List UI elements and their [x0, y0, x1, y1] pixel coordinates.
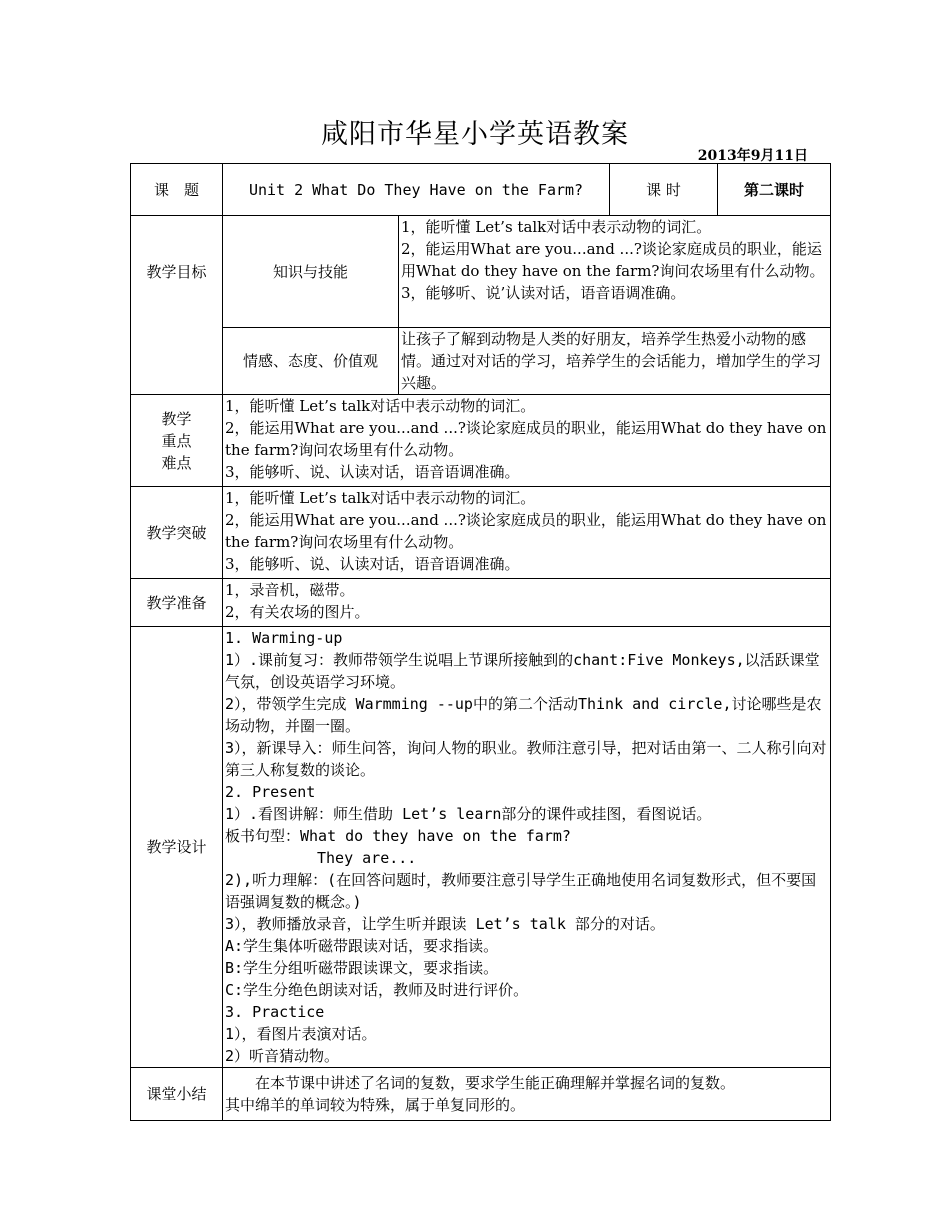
lesson-plan-table	[130, 163, 831, 1121]
design-line: B:学生分组听磁带跟读课文，要求指读。	[225, 959, 499, 977]
knowledge-line: 3，能够听、说’认读对话，语音语调准确。	[401, 284, 686, 302]
design-line: 2),听力理解：(在回答问题时，教师要注意引导学生正确地使用名词复数形式，但不要国语强调复数的概念。)	[225, 871, 817, 911]
summary-row	[131, 1068, 831, 1121]
key-points-label-line: 重点	[161, 431, 192, 450]
design-line: 3），新课导入：师生问答，询问人物的职业。教师注意引导，把对话由第一、二人称引向对第三人称复数的谈论。	[225, 739, 827, 779]
topic-value: Unit 2 What Do They Have on the Farm?	[223, 164, 610, 216]
period-label: 课 时	[610, 164, 718, 216]
design-label: 教学设计	[131, 627, 223, 1068]
key-point-line: 1，能听懂 Let’s talk对话中表示动物的词汇。	[225, 397, 536, 415]
preparation-row	[131, 579, 831, 627]
design-row	[131, 627, 831, 1068]
key-points-row	[131, 395, 831, 487]
emotion-label: 情感、态度、价值观	[223, 328, 399, 395]
knowledge-label: 知识与技能	[223, 216, 399, 328]
preparation-line: 2，有关农场的图片。	[225, 603, 370, 621]
breakthrough-line: 2，能运用What are you...and ...?谈论家庭成员的职业，能运用What do they have on the farm?询问农场里有什么动物。	[225, 511, 827, 551]
preparation-label: 教学准备	[131, 579, 223, 627]
knowledge-content	[399, 216, 831, 328]
document-title: 咸阳市华星小学英语教案	[321, 119, 629, 150]
key-points-label-line: 难点	[161, 453, 192, 472]
design-line: 2. Present	[225, 783, 316, 801]
emotion-content: 让孩子了解到动物是人类的好朋友，培养学生热爱小动物的感情。通过对对话的学习，培养学生的会话能力，增加学生的学习兴趣。	[399, 328, 831, 395]
knowledge-line: 1，能听懂 Let’s talk对话中表示动物的词汇。	[401, 218, 712, 236]
preparation-line: 1，录音机，磁带。	[225, 581, 355, 599]
header-row	[131, 164, 831, 216]
preparation-content	[223, 579, 831, 627]
knowledge-line: 2，能运用What are you...and ...?谈论家庭成员的职业，能运用What do they have on the farm?询问农场里有什么动物。	[401, 240, 825, 280]
design-line: 2），带领学生完成 Warmming --up中的第二个活动Think and circle,讨论哪些是农场动物，并圈一圈。	[225, 695, 822, 735]
summary-line: 其中绵羊的单词较为特殊，属于单复同形的。	[225, 1096, 526, 1114]
lesson-date: 2013年9月11日	[697, 148, 808, 164]
design-line: A:学生集体听磁带跟读对话，要求指读。	[225, 937, 499, 955]
key-points-content	[223, 395, 831, 487]
design-line: 1），看图片表演对话。	[225, 1025, 377, 1043]
key-points-label-line: 教学	[161, 409, 192, 428]
key-points-label	[131, 395, 223, 487]
design-line: 3. Practice	[225, 1003, 325, 1021]
summary-line: 在本节课中讲述了名词的复数，要求学生能正确理解并掌握名词的复数。	[255, 1074, 736, 1092]
design-line: 1）.看图讲解：师生借助 Let’s learn部分的课件或挂图，看图说话。	[225, 805, 712, 823]
design-line: C:学生分绝色朗读对话，教师及时进行评价。	[225, 981, 529, 999]
design-line: 板书句型：What do they have on the farm?	[225, 827, 571, 845]
period-value: 第二课时	[718, 164, 831, 216]
breakthrough-label: 教学突破	[131, 487, 223, 579]
design-content	[223, 627, 831, 1068]
objectives-label: 教学目标	[131, 216, 223, 328]
design-line: 1. Warming-up	[225, 629, 343, 647]
objectives-emotion-row	[131, 328, 831, 395]
key-point-line: 2，能运用What are you...and ...?谈论家庭成员的职业，能运用What do they have on the farm?询问农场里有什么动物。	[225, 419, 827, 459]
design-line: 3），教师播放录音，让学生听并跟读 Let’s talk 部分的对话。	[225, 915, 665, 933]
design-line: 1）.课前复习：教师带领学生说唱上节课所接触到的chant:Five Monkeys,以活跃课堂气氛，创设英语学习环境。	[225, 651, 820, 691]
breakthrough-line: 1，能听懂 Let’s talk对话中表示动物的词汇。	[225, 489, 536, 507]
objectives-knowledge-row	[131, 216, 831, 328]
design-line: 2）听音猜动物。	[225, 1047, 340, 1065]
design-line: They are...	[317, 849, 417, 867]
summary-label: 课堂小结	[131, 1068, 223, 1121]
topic-label: 课 题	[131, 164, 223, 216]
breakthrough-line: 3，能够听、说、认读对话，语音语调准确。	[225, 555, 520, 573]
breakthrough-row	[131, 487, 831, 579]
summary-content	[223, 1068, 831, 1121]
objectives-label-continued	[131, 328, 223, 395]
breakthrough-content	[223, 487, 831, 579]
key-point-line: 3，能够听、说、认读对话，语音语调准确。	[225, 463, 520, 481]
